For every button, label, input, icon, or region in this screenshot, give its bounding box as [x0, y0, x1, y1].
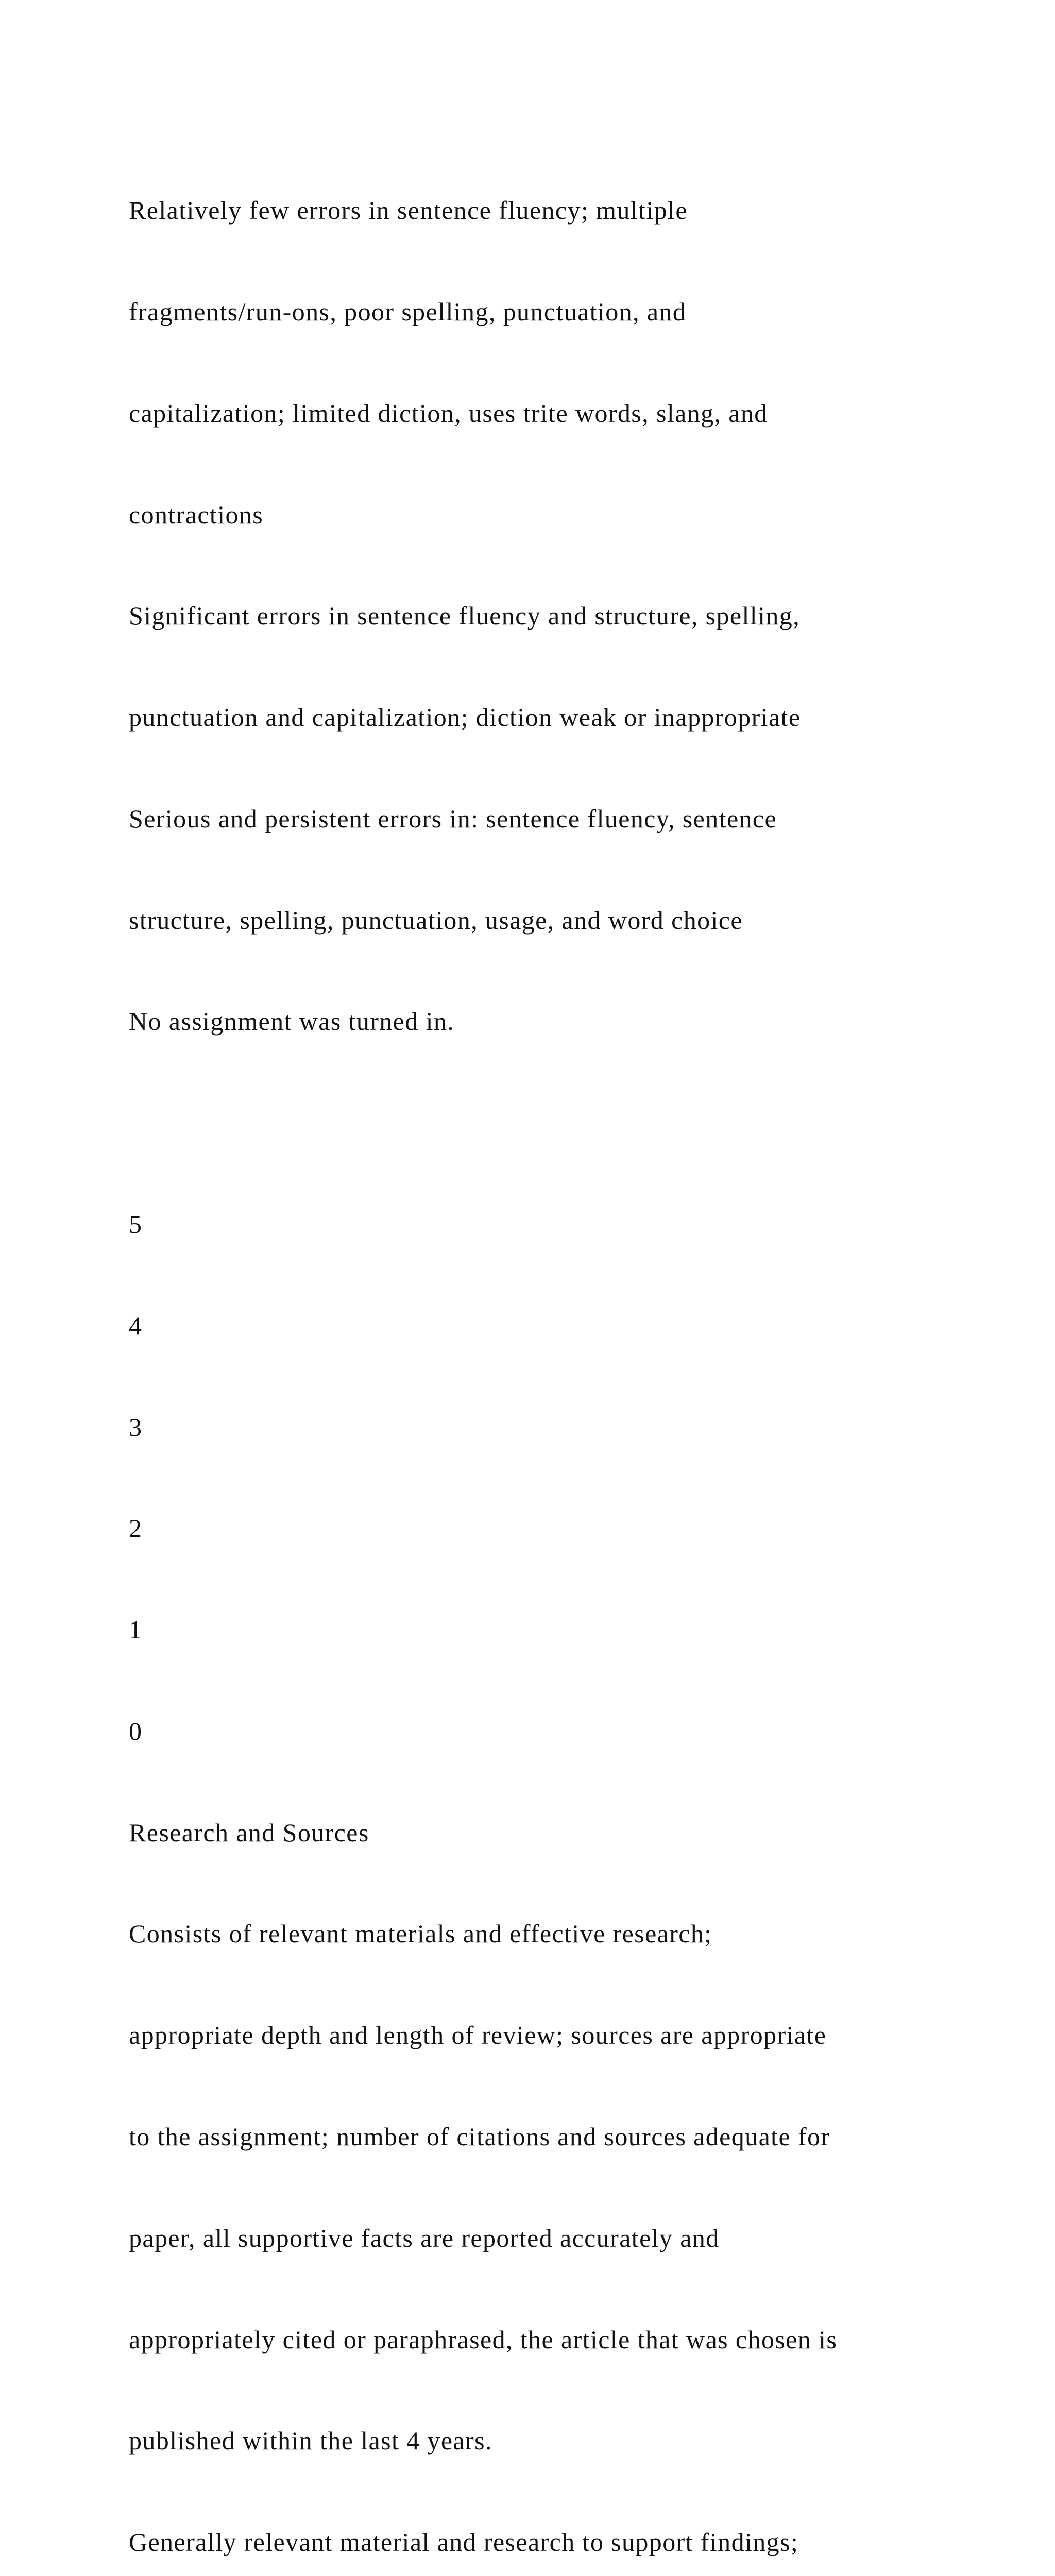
score-value: 4	[129, 1311, 143, 1340]
text-line: Significant errors in sentence fluency and structure, spelling,	[129, 601, 801, 631]
text-line: appropriate depth and length of review; sources are appropriate	[129, 2021, 827, 2050]
blank-line	[129, 1106, 974, 1140]
text-line: No assignment was turned in.	[129, 1007, 455, 1036]
text-line: punctuation and capitalization; diction weak or inappropriate	[129, 703, 801, 732]
text-line: Consists of relevant materials and effective research;	[129, 1919, 712, 1948]
score-value: 0	[129, 1716, 143, 1745]
score-value: 2	[129, 1514, 143, 1543]
score-value: 3	[129, 1412, 143, 1442]
document-body	[129, 126, 974, 2576]
text-line: Relatively few errors in sentence fluency; multiple	[129, 196, 688, 225]
text-line: appropriately cited or paraphrased, the article that was chosen is	[129, 2325, 838, 2354]
text-line: to the assignment; number of citations and sources adequate for	[129, 2122, 830, 2151]
text-line: contractions	[129, 500, 264, 529]
text-line: Generally relevant material and research to support findings;	[129, 2528, 799, 2557]
section-heading: Research and Sources	[129, 1818, 369, 1847]
text-line: published within the last 4 years.	[129, 2426, 492, 2455]
text-line: paper, all supportive facts are reported accurately and	[129, 2223, 720, 2252]
text-line: Serious and persistent errors in: sentence fluency, sentence	[129, 804, 777, 833]
text-line: fragments/run-ons, poor spelling, punctuation, and	[129, 297, 687, 326]
text-line: capitalization; limited diction, uses trite words, slang, and	[129, 398, 768, 428]
score-value: 1	[129, 1615, 143, 1645]
text-line: structure, spelling, punctuation, usage, and word choice	[129, 905, 743, 935]
score-value: 5	[129, 1210, 143, 1239]
